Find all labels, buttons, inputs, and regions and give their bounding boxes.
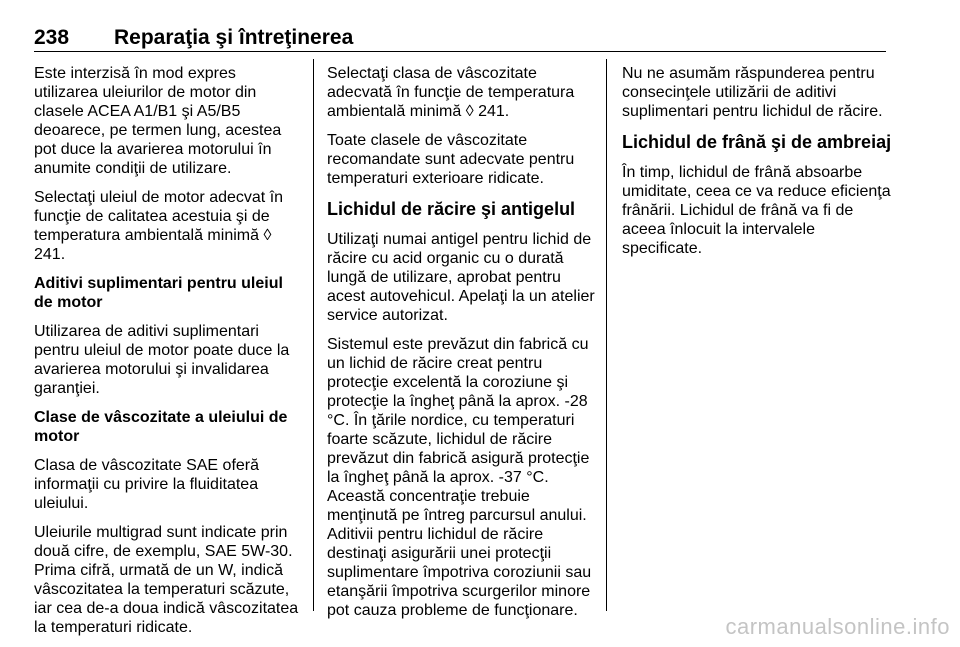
column-divider [313,59,314,611]
paragraph: Utilizaţi numai antigel pentru lichid de răcire cu acid organic cu o durată lungă de utilizare, aprobat pentru acest autovehicul. Apelaţi la un atelier service autorizat. [327,231,595,324]
paragraph: Clasa de vâscozitate SAE oferă informaţii cu privire la fluiditatea uleiului. [34,457,260,512]
subheading-viscosity-classes: Clase de vâscozitate a uleiului de motor [34,409,288,445]
column-2 [327,64,597,630]
paragraph: Selectaţi clasa de vâscozitate adecvată în funcţie de temperatura ambientală minimă ◊ 241. [327,65,575,120]
paragraph: Toate clasele de vâscozitate recomandate sunt adecvate pentru temperaturi exterioare ridicate. [327,132,575,187]
section-heading-coolant: Lichidul de răcire şi antigelul [327,199,576,219]
column-1 [34,64,304,647]
paragraph: Selectaţi uleiul de motor adecvat în funcţie de calitatea acestuia şi de temperatura ambientală minimă ◊ 241. [34,189,284,263]
paragraph: Utilizarea de aditivi suplimentari pentru uleiul de motor poate duce la avarierea motorului şi invalidarea garanţiei. [34,323,290,397]
page-title: Reparaţia şi întreţinerea [114,26,354,49]
paragraph: Nu ne asumăm răspunderea pentru consecinţele utilizării de aditivi suplimentari pentru lichidul de răcire. [622,65,883,120]
page-number: 238 [34,26,70,49]
paragraph: Uleiurile multigrad sunt indicate prin două cifre, de exemplu, SAE 5W-30. Prima cifră, urmată de un W, indică vâscozitatea la temperaturi scăzute, iar cea de-a doua indică vâscozitatea la temperaturi ridicate. [34,524,299,636]
section-heading-brake-fluid: Lichidul de frână şi de ambreiaj [622,132,892,152]
column-3 [622,64,892,268]
page-header [34,22,886,52]
column-divider [606,59,607,611]
header-rule [34,51,886,52]
paragraph: Este interzisă în mod expres utilizarea uleiurilor de motor din clasele ACEA A1/B1 şi A5/B5 deoarece, pe termen lung, acestea pot duce la avarierea motorului în anumite condiţii de utilizare. [34,65,282,177]
subheading-oil-additives: Aditivi suplimentari pentru uleiul de motor [34,275,283,311]
watermark: carmanualsonline.info [725,614,950,639]
paragraph: În timp, lichidul de frână absoarbe umiditate, ceea ce va reduce eficienţa frânării. Lichidul de frână va fi de aceea înlocuit la intervalele specificate. [622,164,891,257]
paragraph: Sistemul este prevăzut din fabrică cu un lichid de răcire creat pentru protecţie excelentă la coroziune şi protecţie la îngheţ până la aprox. -28 °C. În ţările nordice, cu temperaturi foarte scăzute, lichidul de răcire prevăzut din fabrică asigură protecţie la îngheţ până la aprox. -37 °C. Această concentraţie trebuie menţinută pe întreg parcursul anului. Aditivii pentru lichidul de răcire destinaţi asigurării unei protecţii suplimentare împotriva coroziunii sau etanşării împotriva scurgerilor minore pot cauza probleme de funcţionare. [327,336,592,619]
